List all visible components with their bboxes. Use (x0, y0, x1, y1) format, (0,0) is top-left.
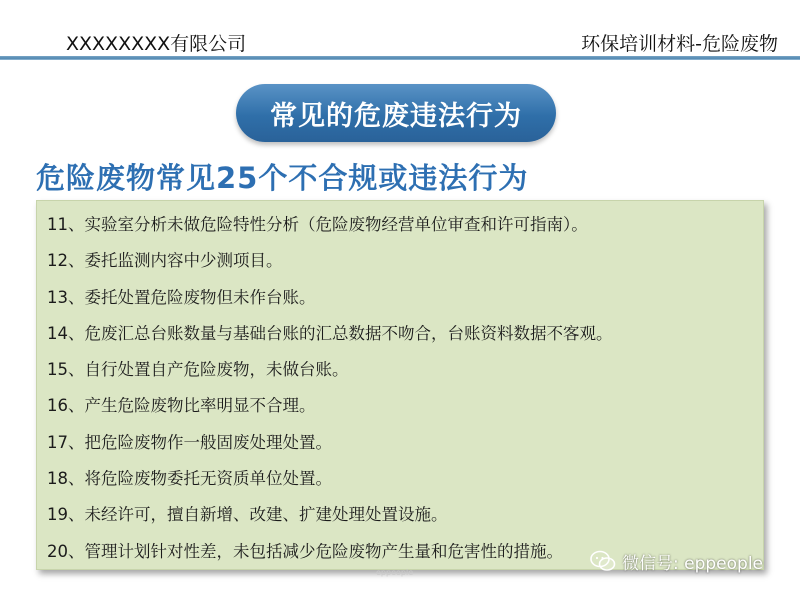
section-title-pill: 常见的危废违法行为 (236, 84, 556, 142)
list-item: 19、未经许可，擅自新增、改建、扩建处理处置设施。 (47, 505, 448, 525)
list-item: 13、委托处置危险废物但未作台账。 (47, 287, 316, 307)
list-item: 16、产生危险废物比率明显不合理。 (47, 396, 316, 416)
violations-list (47, 207, 757, 570)
list-item: 17、把危险废物作一般固废处理处置。 (47, 432, 332, 452)
list-item: 11、实验室分析未做危险特性分析（危险废物经营单位审查和许可指南）。 (47, 215, 588, 234)
company-name: XXXXXXXX有限公司 (66, 33, 247, 55)
slide-header (0, 0, 800, 62)
list-item: 14、危废汇总台账数量与基础台账的汇总数据不吻合，台账资料数据不客观。 (47, 323, 613, 343)
document-title: 环保培训材料-危险废物 (581, 33, 778, 55)
list-item: 20、管理计划针对性差，未包括减少危险废物产生量和危害性的措施。 (47, 541, 563, 561)
violations-panel (36, 200, 764, 570)
footer-mark: eppeople (376, 568, 414, 577)
header-divider (0, 56, 800, 60)
list-item: 15、自行处置自产危险废物，未做台账。 (47, 360, 349, 380)
wechat-watermark (590, 548, 763, 574)
list-item: 18、将危险废物委托无资质单位处置。 (47, 469, 332, 489)
main-heading: 危险废物常见25个不合规或违法行为 (36, 161, 529, 195)
list-item: 12、委托监测内容中少测项目。 (47, 251, 283, 271)
wechat-icon (590, 550, 616, 572)
watermark-text: 微信号: eppeople (622, 553, 764, 574)
